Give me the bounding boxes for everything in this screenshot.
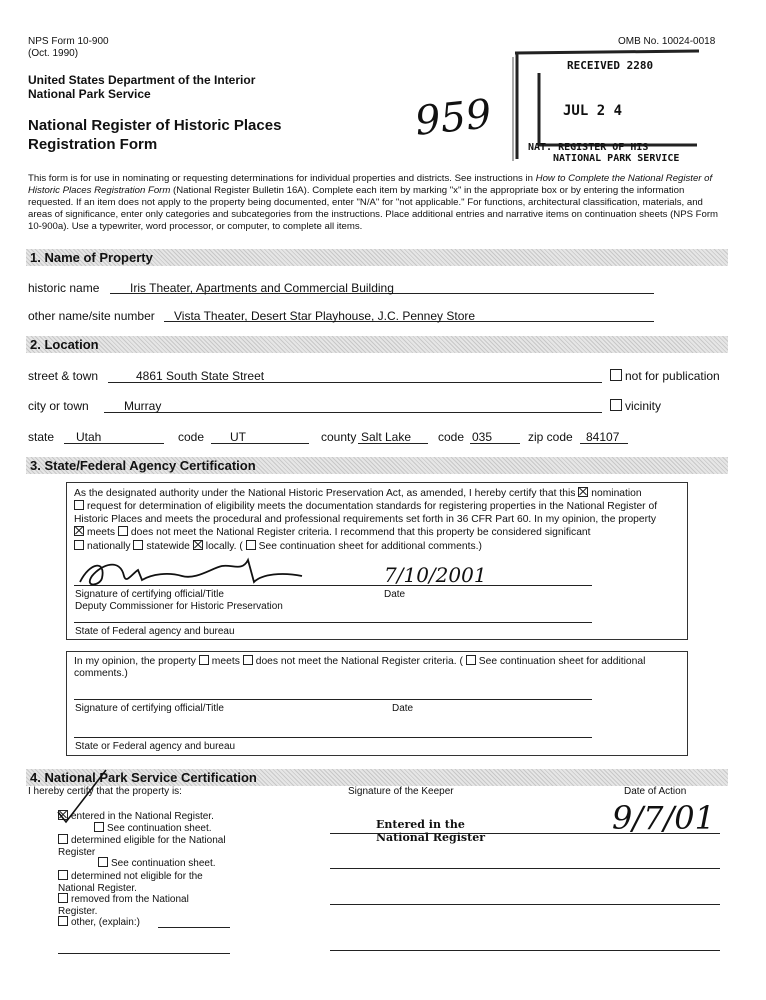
instructions-paragraph <box>28 173 728 233</box>
signature-line-1[interactable] <box>74 585 592 586</box>
action-date: 9/7/01 <box>612 799 715 837</box>
county-code-value: 035 <box>472 430 493 444</box>
section-3-title: 3. State/Federal Agency Certification <box>30 458 256 473</box>
eligible-option[interactable] <box>58 834 238 859</box>
department-name: United States Department of the Interior <box>28 73 256 87</box>
section-1-title: 1. Name of Property <box>30 250 153 265</box>
signature-line-2[interactable] <box>74 699 592 700</box>
cert-text-2: request for determination of eligibility meets the documentation standards for registering properties in the National Register of Historic Places and meets the procedural and professional requirements set forth in 36 CFR Part 60. In my opinion, the property <box>74 501 658 525</box>
vicinity-label: vicinity <box>625 399 662 413</box>
agency-line-1[interactable] <box>74 622 592 623</box>
entered-label: entered in the National Register. <box>71 811 214 822</box>
eligible-checkbox[interactable] <box>58 834 68 844</box>
other-name-label: other name/site number <box>28 309 155 323</box>
statewide-checkbox[interactable] <box>133 540 143 550</box>
meets-label: meets <box>87 527 116 539</box>
does-not-meet-checkbox[interactable] <box>118 526 128 536</box>
street-label: street & town <box>28 369 99 383</box>
certify-statement: I hereby certify that the property is: <box>28 786 182 797</box>
historic-name-value: Iris Theater, Apartments and Commercial Building <box>130 281 394 295</box>
opinion-meets-label: meets <box>211 656 240 667</box>
city-value: Murray <box>124 399 162 413</box>
agency-line-2[interactable] <box>74 737 592 738</box>
form-title: National Register of Historic Places <box>28 117 282 134</box>
entered-stamp-line-1: Entered in the <box>376 818 465 831</box>
entered-stamp-line-2: National Register <box>376 831 485 844</box>
other-label: other, (explain:) <box>71 917 140 928</box>
statewide-label: statewide <box>146 540 190 552</box>
check-mark <box>48 768 112 828</box>
removed-option[interactable] <box>58 893 218 918</box>
not-eligible-checkbox[interactable] <box>58 870 68 880</box>
state-code-label: code <box>178 430 205 444</box>
street-value: 4861 South State Street <box>136 369 265 383</box>
opinion-label: In my opinion, the property <box>74 656 196 667</box>
nationally-label: nationally <box>87 540 131 552</box>
see-cont-2-checkbox[interactable] <box>98 857 108 867</box>
state-certification-text <box>74 487 680 553</box>
stamp-date: JUL 2 4 <box>563 103 623 119</box>
keeper-line-3[interactable] <box>330 904 720 905</box>
instructions-text-1: This form is for use in nominating or requesting determinations for individual properties and districts. See instructions in <box>28 173 533 184</box>
section-4-title: 4. National Park Service Certification <box>30 770 257 785</box>
other-option[interactable] <box>58 916 140 929</box>
see-cont-2[interactable] <box>98 857 216 870</box>
vicinity[interactable] <box>610 399 661 413</box>
locally-checkbox[interactable] <box>193 540 203 550</box>
agency-label-2: State or Federal agency and bureau <box>75 741 236 752</box>
date-label-2: Date <box>392 703 414 714</box>
state-label: state <box>28 430 55 444</box>
zip-value: 84107 <box>586 430 620 444</box>
date-label-1: Date <box>384 589 406 600</box>
keeper-label: Signature of the Keeper <box>348 786 454 797</box>
request-checkbox[interactable] <box>74 500 84 510</box>
other-explain-line-2[interactable] <box>58 953 230 954</box>
signature-label-2: Signature of certifying official/Title <box>75 703 224 714</box>
vicinity-checkbox[interactable] <box>610 399 622 411</box>
other-name-value: Vista Theater, Desert Star Playhouse, J.C. Penney Store <box>174 309 476 323</box>
state-code-field[interactable] <box>211 443 309 444</box>
official-title: Deputy Commissioner for Historic Preservation <box>75 601 283 612</box>
keeper-line-2[interactable] <box>330 868 720 869</box>
omb-number: OMB No. 10024-0018 <box>618 36 716 47</box>
continuation-checkbox[interactable] <box>246 540 256 550</box>
stamp-line-1: NAT. REGISTER OF HIS <box>528 142 649 153</box>
received-stamp <box>511 49 703 167</box>
city-field[interactable] <box>104 412 602 413</box>
nomination-label: nomination <box>591 488 642 499</box>
section-3-header <box>26 457 728 474</box>
keeper-line-1[interactable] <box>330 833 720 834</box>
section-4-header <box>26 769 728 786</box>
cert-text-1: As the designated authority under the National Historic Preservation Act, as amended, I hereby certify that this <box>74 488 576 499</box>
agency-label-1: State of Federal agency and bureau <box>75 626 235 637</box>
handwritten-number: 959 <box>412 91 494 145</box>
see-cont-2-label: See continuation sheet. <box>111 858 216 869</box>
nationally-checkbox[interactable] <box>74 540 84 550</box>
opinion-not-meet-label: does not meet the National Register criteria. ( <box>255 656 463 667</box>
not-for-publication-checkbox[interactable] <box>610 369 622 381</box>
locally-label: locally. ( <box>205 540 243 552</box>
stamp-line-2: NATIONAL PARK SERVICE <box>553 153 680 164</box>
form-date: (Oct. 1990) <box>28 48 79 59</box>
opinion-continuation-checkbox[interactable] <box>466 655 476 665</box>
other-checkbox[interactable] <box>58 916 68 926</box>
opinion-not-meet-checkbox[interactable] <box>243 655 253 665</box>
not-for-publication-label: not for publication <box>625 369 720 383</box>
continuation-label: See continuation sheet for additional comments.) <box>258 540 482 552</box>
see-cont-1-label: See continuation sheet. <box>107 823 212 834</box>
instructions-bulletin-title: How to Complete the National Register of Historic Places Registration Form <box>28 173 713 196</box>
section-2-title: 2. Location <box>30 337 99 352</box>
not-eligible-option[interactable] <box>58 870 238 895</box>
state-value: Utah <box>76 430 102 444</box>
keeper-line-4[interactable] <box>330 950 720 951</box>
other-explain-line[interactable] <box>158 927 230 928</box>
signature-label-1: Signature of certifying official/Title <box>75 589 224 600</box>
opinion-continuation-label: See continuation sheet for additional comments.) <box>74 656 646 680</box>
form-subtitle: Registration Form <box>28 136 158 153</box>
does-not-meet-label: does not meet the National Register criteria. I recommend that this property be considered significant <box>130 527 591 539</box>
county-code-label: code <box>438 430 465 444</box>
state-code-value: UT <box>230 430 246 444</box>
form-number: NPS Form 10-900 <box>28 36 109 47</box>
section-2-header <box>26 336 728 353</box>
removed-checkbox[interactable] <box>58 893 68 903</box>
opinion-text <box>74 655 680 681</box>
opinion-meets-checkbox[interactable] <box>199 655 209 665</box>
county-label: county <box>321 430 357 444</box>
eligible-label: determined eligible for the National Register <box>58 835 226 858</box>
city-label: city or town <box>28 399 89 413</box>
not-eligible-label: determined not eligible for the National Register. <box>58 871 203 894</box>
zip-label: zip code <box>528 430 573 444</box>
signed-date: 7/10/2001 <box>384 563 487 587</box>
stamp-received: RECEIVED 2280 <box>567 59 654 72</box>
instructions-text-2: (National Register Bulletin 16A). Complete each item by marking "x" in the appropriate box or by entering the information requested. If an item does not apply to the property being documented, enter "N/A" for "not applicable." For functions, architectural classification, materials, and areas of significance, enter only categories and subcategories from the instructions. Place additional entries and narrative items on continuation sheets (NPS Form 10-900a). Use a typewriter, word processor, or computer, to complete all items. <box>28 185 719 232</box>
removed-label: removed from the National Register. <box>58 894 189 917</box>
meets-checkbox[interactable] <box>74 526 84 536</box>
service-name: National Park Service <box>28 87 151 101</box>
date-of-action-label: Date of Action <box>624 786 687 797</box>
historic-name-label: historic name <box>28 281 100 295</box>
section-1-header <box>26 249 728 266</box>
county-value: Salt Lake <box>361 430 412 444</box>
not-for-publication[interactable] <box>610 369 720 383</box>
nomination-checkbox[interactable] <box>578 487 588 497</box>
